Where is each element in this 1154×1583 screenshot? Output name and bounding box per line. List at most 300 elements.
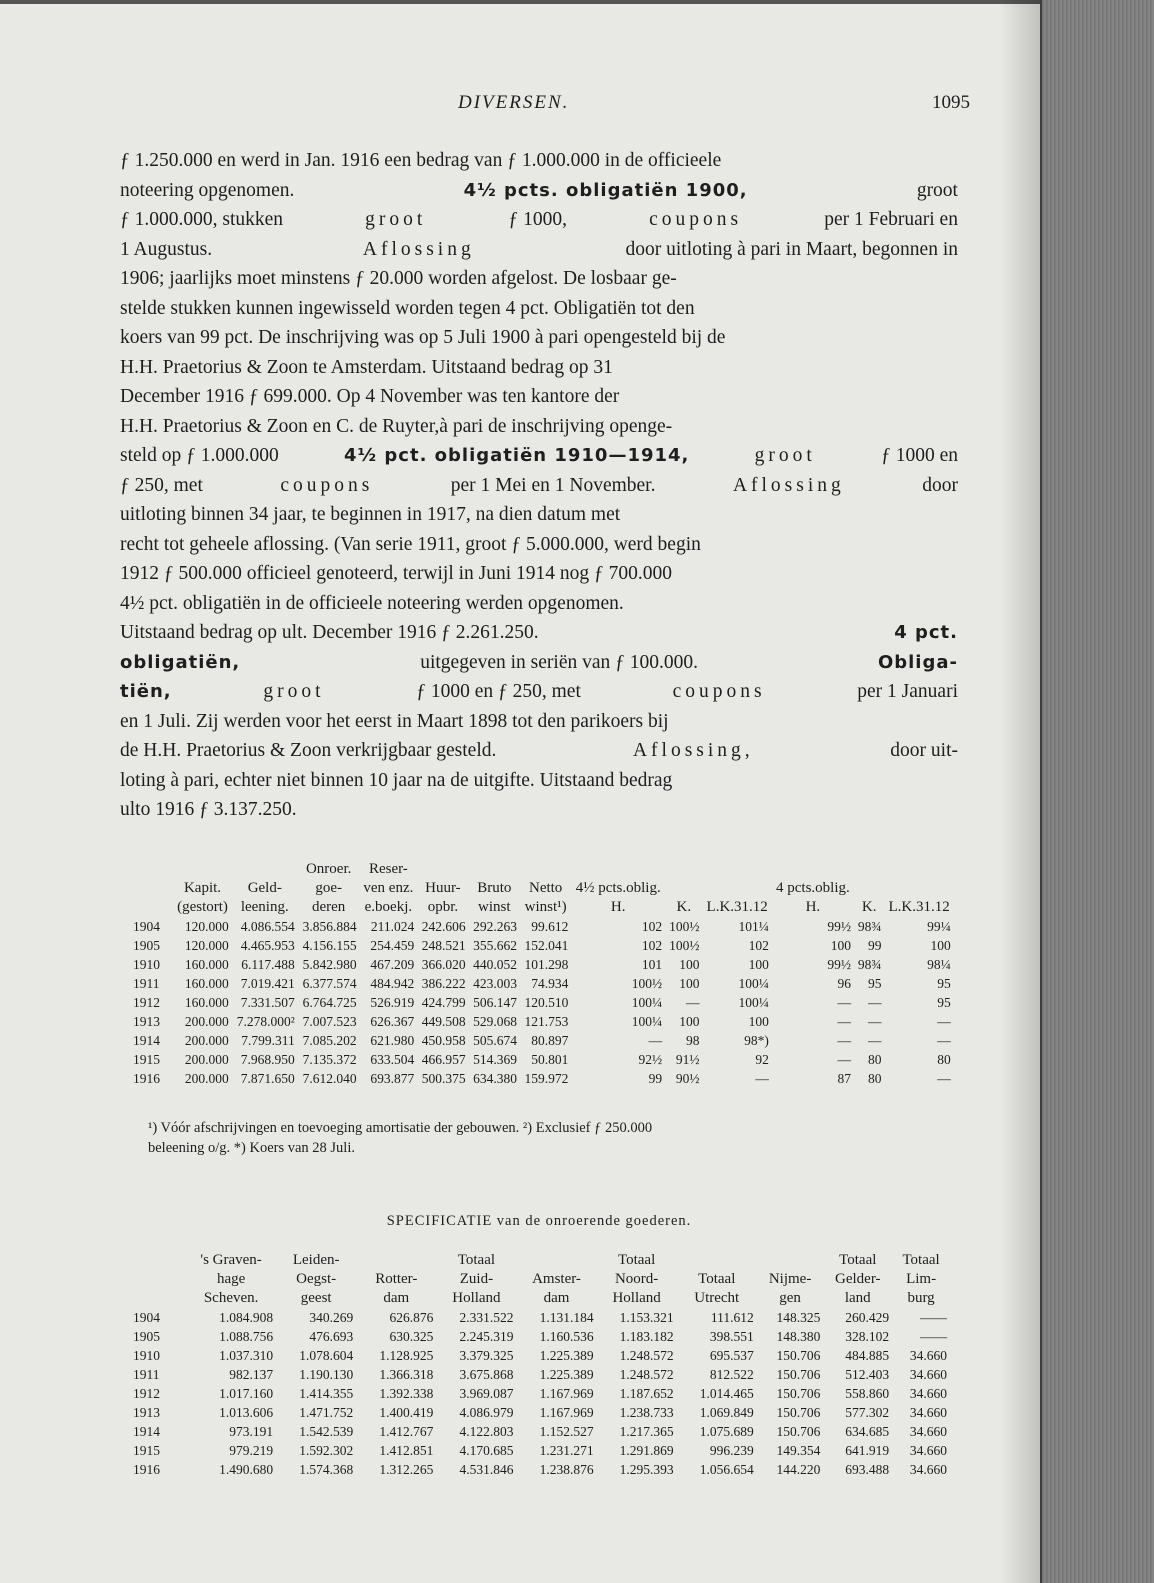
column-header [571, 860, 665, 879]
table-cell: 621.980 [370, 1033, 415, 1048]
table-cell: — [937, 1033, 951, 1048]
column-header [130, 879, 173, 898]
column-header [130, 898, 173, 917]
text-segment: per 1 Januari [857, 681, 958, 702]
table-cell: 100 [748, 1014, 769, 1029]
table-cell: 120.510 [524, 995, 569, 1010]
table-cell: 99.612 [531, 919, 569, 934]
table-cell: 102 [748, 938, 769, 953]
column-header: Bruto [477, 880, 512, 896]
table-row [130, 1327, 950, 1346]
table-cell: 386.222 [421, 976, 466, 991]
table-cell: 693.877 [370, 1071, 415, 1086]
table-cell: 505.674 [473, 1033, 517, 1048]
table-cell: 626.367 [370, 1014, 415, 1029]
table-cell: 200.000 [184, 1033, 229, 1048]
column-header: land [844, 1290, 871, 1306]
column-header: deren [312, 899, 346, 915]
text-segment: ƒ 250, met [120, 474, 203, 496]
table-cell: 3.379.325 [459, 1348, 514, 1363]
column-header: Amster- [532, 1271, 581, 1287]
table-cell: 96 [837, 976, 851, 991]
table-cell: 424.799 [421, 995, 466, 1010]
column-header [954, 898, 960, 917]
table-cell: 506.147 [473, 995, 517, 1010]
table-cell: 1.128.925 [379, 1348, 434, 1363]
column-header: Gelder- [835, 1271, 881, 1287]
table-cell: 100 [679, 976, 700, 991]
table-cell: 34.660 [909, 1462, 947, 1477]
table-cell: 982.137 [229, 1367, 274, 1382]
table-cell: 100 [748, 957, 769, 972]
column-header [130, 1251, 186, 1270]
table-cell: 1.160.536 [539, 1329, 594, 1344]
column-header: 4½ pcts.oblig. [575, 880, 661, 896]
row-year: 1905 [133, 1329, 160, 1344]
table-row [130, 1441, 950, 1460]
table-cell: 144.220 [776, 1462, 821, 1477]
spaced-term: Aflossing [362, 238, 475, 260]
column-header: Holland [452, 1290, 501, 1306]
table-cell: 150.706 [776, 1386, 821, 1401]
table-cell: 101 [641, 957, 663, 972]
column-header: winst¹) [524, 899, 567, 915]
bold-term: 4 pct. [894, 622, 958, 643]
bold-term: tiën, [120, 681, 172, 702]
table-cell: 150.706 [776, 1367, 821, 1382]
row-year: 1904 [133, 919, 160, 934]
text-segment: door [922, 474, 958, 496]
table-cell: 973.191 [229, 1424, 274, 1439]
text-segment: ƒ 1000 en ƒ 250, met [416, 681, 581, 702]
text-segment: uitgegeven in seriën van ƒ 100.000. [420, 651, 699, 673]
footnote-line: ¹) Vóór afschrijvingen en toevoeging amortisatie der gebouwen. ²) Exclusief ƒ 250.000 [148, 1120, 653, 1136]
column-header [130, 1270, 186, 1289]
text-segment: H.H. Praetorius & Zoon te Amsterdam. Uitstaand bedrag op 31 [120, 356, 613, 378]
table-cell: 34.660 [909, 1386, 947, 1401]
table-row [130, 917, 960, 936]
table-cell: 3.675.868 [459, 1367, 514, 1382]
table-cell: 150.706 [776, 1348, 821, 1363]
table-cell: 7.085.202 [302, 1033, 357, 1048]
row-year: 1910 [133, 957, 160, 972]
table-cell: 1.078.604 [299, 1348, 354, 1363]
table-cell: 4.531.846 [459, 1462, 514, 1477]
text-segment: 1 Augustus. [120, 238, 213, 260]
text-line [120, 618, 958, 648]
table-cell: 1.014.465 [699, 1386, 754, 1401]
row-year: 1904 [133, 1310, 160, 1325]
table-cell: 100½ [631, 976, 663, 991]
table-cell: 100¼ [738, 976, 769, 991]
text-line [120, 677, 958, 707]
text-line [120, 736, 958, 766]
table-cell: 484.942 [370, 976, 415, 991]
table-cell: 1.471.752 [299, 1405, 354, 1420]
text-segment: December 1916 ƒ 699.000. Op 4 November was ten kantore der [120, 386, 620, 407]
table-cell: 812.522 [709, 1367, 754, 1382]
table-cell: 526.919 [370, 995, 415, 1010]
table-cell: — [867, 1014, 882, 1029]
header-row [130, 860, 960, 879]
column-header: leening. [240, 899, 289, 915]
table-cell: 254.459 [370, 938, 415, 953]
table-row [130, 936, 960, 955]
text-segment: stelde stukken kunnen ingewisseld worden tegen 4 pct. Obligatiën tot den [120, 297, 695, 319]
column-header: Holland [612, 1290, 661, 1306]
table-cell: 80 [867, 1052, 882, 1067]
table-cell: 1.248.572 [619, 1367, 674, 1382]
table-cell: 152.041 [524, 938, 569, 953]
column-header: geest [300, 1290, 332, 1306]
column-header: gen [779, 1290, 801, 1306]
table-cell: 99¼ [927, 919, 951, 934]
text-line [120, 412, 958, 442]
table-cell: 95 [937, 976, 951, 991]
table-row [130, 1403, 950, 1422]
table-cell: 5.842.980 [302, 957, 357, 972]
table-cell: 1.225.389 [539, 1367, 594, 1382]
column-header [954, 860, 960, 879]
spaced-term: coupons [672, 681, 766, 702]
table-cell: 34.660 [909, 1367, 947, 1382]
table-cell: — [937, 1071, 951, 1086]
text-segment: 1906; jaarlijks moet minstens ƒ 20.000 worden afgelost. De losbaar ge- [120, 268, 677, 289]
footnote-line: beleening o/g. *) Koers van 28 Juli. [148, 1140, 355, 1156]
table-cell: 484.885 [845, 1348, 890, 1363]
table-cell: 260.429 [845, 1310, 890, 1325]
column-header [854, 879, 885, 898]
table-cell: — [837, 1052, 851, 1067]
table-cell: — [837, 1033, 851, 1048]
column-header: ven enz. [363, 880, 414, 896]
column-header: Totaal [902, 1252, 940, 1268]
table-cell: 693.488 [845, 1462, 890, 1477]
spaced-term: coupons [649, 209, 743, 230]
table-cell: 4.122.803 [459, 1424, 514, 1439]
table-cell: 34.660 [909, 1405, 947, 1420]
table-cell: 74.934 [531, 976, 569, 991]
table-cell: —— [920, 1329, 947, 1344]
header-row [130, 879, 960, 898]
table-cell: 1.088.756 [219, 1329, 274, 1344]
table-cell: 98*) [744, 1033, 769, 1048]
column-header: Noord- [614, 1271, 659, 1287]
table-cell: 1.412.767 [379, 1424, 434, 1439]
table-cell: 996.239 [709, 1443, 754, 1458]
column-header: Nijme- [768, 1271, 812, 1287]
page-top-shadow [0, 0, 1042, 4]
table-cell: 100 [830, 938, 851, 953]
table-cell: —— [920, 1310, 947, 1325]
text-segment: per 1 Mei en 1 November. [450, 474, 656, 496]
table-cell: 577.302 [845, 1405, 890, 1420]
table-cell: 1.238.733 [619, 1405, 674, 1420]
table-cell: 1.069.849 [699, 1405, 754, 1420]
text-segment: loting à pari, echter niet binnen 10 jaar na de uitgifte. Uitstaand bedrag [120, 769, 673, 791]
text-segment: 4½ pct. obligatiën in de officieele noteering werden opgenomen. [120, 592, 624, 614]
table-cell: 100½ [669, 919, 700, 934]
table-cell: 1.013.606 [219, 1405, 274, 1420]
text-line [120, 353, 958, 383]
table-cell: 292.263 [473, 919, 517, 934]
spaced-term: coupons [280, 474, 374, 496]
text-segment: per 1 Februari en [824, 209, 958, 230]
column-header [130, 860, 173, 879]
table-cell: 120.000 [184, 919, 229, 934]
property-specification-table [130, 1251, 950, 1479]
running-head: DIVERSEN. [458, 92, 570, 113]
table-cell: 1.153.321 [619, 1310, 674, 1325]
text-line [120, 294, 958, 324]
column-header [356, 1251, 436, 1270]
table-cell: 7.278.000² [236, 1014, 295, 1029]
table-cell: 7.871.650 [240, 1071, 295, 1086]
table-cell: 2.331.522 [459, 1310, 514, 1325]
table-cell: 1.238.876 [539, 1462, 594, 1477]
row-year: 1916 [133, 1462, 160, 1477]
table-cell: 200.000 [184, 1014, 229, 1029]
column-header: Geld- [247, 880, 282, 896]
table-row [130, 1050, 960, 1069]
table-cell: 34.660 [909, 1348, 947, 1363]
column-header: Zuid- [459, 1271, 494, 1287]
table-cell: 95 [937, 995, 951, 1010]
table-cell: 1.592.302 [299, 1443, 354, 1458]
column-header [417, 860, 468, 879]
table-cell: 99 [648, 1071, 663, 1086]
table-cell: 100¼ [631, 1014, 663, 1029]
table-cell: 1.392.338 [379, 1386, 434, 1401]
text-line [120, 176, 958, 206]
table-cell: 423.003 [473, 976, 517, 991]
table-cell: 150.706 [776, 1405, 821, 1420]
column-header: 's Graven- [200, 1252, 262, 1268]
table-cell: 98¼ [927, 957, 951, 972]
table-cell: 529.068 [473, 1014, 517, 1029]
table-cell: 1.400.419 [379, 1405, 434, 1420]
table-cell: 242.606 [421, 919, 466, 934]
table-row [130, 1346, 950, 1365]
text-line [120, 795, 958, 825]
column-header [130, 1289, 186, 1308]
row-year: 1916 [133, 1071, 160, 1086]
text-segment: noteering opgenomen. [120, 179, 295, 201]
table-cell: 99½ [827, 919, 851, 934]
table-cell: 7.331.507 [240, 995, 295, 1010]
spaced-term: Aflossing [732, 474, 845, 496]
table-cell: — [867, 995, 882, 1010]
bold-term: 4½ pct. obligatiën 1910—1914, [343, 445, 690, 466]
table-cell: — [686, 995, 700, 1010]
table-cell: 92½ [638, 1052, 663, 1067]
column-header [516, 1251, 596, 1270]
table-cell: 641.919 [845, 1443, 890, 1458]
text-line [120, 559, 958, 589]
table-cell: 4.086.554 [240, 919, 295, 934]
column-header: Totaal [457, 1252, 496, 1268]
page-number: 1095 [932, 92, 970, 113]
table-cell: 626.876 [389, 1310, 434, 1325]
table-cell: 148.380 [776, 1329, 821, 1344]
table-row [130, 1069, 960, 1088]
body-paragraph [120, 146, 958, 825]
table-cell: 1.190.130 [299, 1367, 354, 1382]
column-header: hage [216, 1271, 246, 1287]
table-cell: 80.897 [531, 1033, 569, 1048]
bold-term: 4½ pcts. obligatiën 1900, [463, 179, 748, 201]
table-cell: — [755, 1071, 769, 1086]
table-cell: 99½ [827, 957, 851, 972]
table-cell: 440.052 [473, 957, 517, 972]
column-header [520, 860, 571, 879]
table-cell: 4.086.979 [459, 1405, 514, 1420]
text-segment: ƒ 1000, [508, 209, 567, 230]
column-header: dam [543, 1290, 570, 1306]
table-cell: 1.037.310 [219, 1348, 274, 1363]
table-cell: 1.167.969 [539, 1386, 594, 1401]
table-cell: 91½ [675, 1052, 700, 1067]
specification-title: SPECIFICATIE van de onroerende goederen. [386, 1213, 692, 1229]
column-header: Totaal [839, 1252, 877, 1268]
row-year: 1905 [133, 938, 160, 953]
column-header: H. [610, 899, 626, 915]
column-header: dam [383, 1290, 410, 1306]
table-cell: 148.325 [776, 1310, 821, 1325]
table-cell: 98 [686, 1033, 700, 1048]
table-cell: — [937, 1014, 951, 1029]
column-header: 4 pcts.oblig. [776, 880, 850, 896]
text-segment: 1912 ƒ 500.000 officieel genoteerd, terwijl in Juni 1914 nog ƒ 700.000 [120, 563, 673, 584]
table-cell: 1.075.689 [699, 1424, 754, 1439]
table-cell: 200.000 [184, 1071, 229, 1086]
table-cell: 111.612 [710, 1310, 754, 1325]
column-header: Netto [528, 880, 563, 896]
table-cell: 4.465.953 [240, 938, 295, 953]
text-segment: door uitloting à pari in Maart, begonnen in [625, 238, 958, 260]
row-year: 1913 [133, 1014, 160, 1029]
text-line [120, 648, 958, 678]
row-year: 1913 [133, 1405, 160, 1420]
table-cell: 248.521 [421, 938, 466, 953]
row-year: 1915 [133, 1443, 160, 1458]
table-cell: 100½ [669, 938, 700, 953]
table-cell: 979.219 [229, 1443, 274, 1458]
text-segment: ƒ 1.000.000, stukken [120, 209, 284, 230]
table-cell: 1.187.652 [619, 1386, 674, 1401]
table-cell: 6.764.725 [302, 995, 357, 1010]
spaced-term: groot [365, 209, 427, 230]
table-cell: 34.660 [909, 1424, 947, 1439]
table-row [130, 993, 960, 1012]
text-segment: ulto 1916 ƒ 3.137.250. [120, 799, 297, 820]
table-cell: 1.217.365 [619, 1424, 674, 1439]
table-cell: 50.801 [531, 1052, 569, 1067]
header-row [130, 898, 960, 917]
table-cell: 7.135.372 [302, 1052, 357, 1067]
text-segment: de H.H. Praetorius & Zoon verkrijgbaar gesteld. [120, 740, 497, 761]
text-segment: en 1 Juli. Zij werden voor het eerst in Maart 1898 tot den parikoers bij [120, 710, 669, 732]
table-cell: 558.860 [845, 1386, 890, 1401]
table-row [130, 1012, 960, 1031]
column-header: Rotter- [375, 1271, 418, 1287]
column-header: Lim- [906, 1271, 937, 1287]
column-header: H. [805, 899, 821, 915]
table-cell: 1.131.184 [539, 1310, 594, 1325]
text-line [120, 205, 958, 235]
table-row [130, 1460, 950, 1479]
table-cell: 200.000 [184, 1052, 229, 1067]
row-year: 1910 [133, 1348, 160, 1363]
column-header [854, 860, 885, 879]
row-year: 1911 [133, 976, 160, 991]
text-segment: groot [916, 179, 958, 201]
column-header: Scheven. [203, 1290, 259, 1306]
table-cell: 1.414.355 [299, 1386, 354, 1401]
text-line [120, 441, 958, 471]
column-header [772, 860, 854, 879]
table-cell: 514.369 [473, 1052, 517, 1067]
table-cell: 366.020 [421, 957, 466, 972]
table-cell: 98¾ [857, 957, 882, 972]
text-segment: H.H. Praetorius & Zoon en C. de Ruyter,à pari de inschrijving openge- [120, 415, 673, 437]
column-header [665, 860, 702, 879]
table-cell: 7.799.311 [241, 1033, 295, 1048]
financial-table [130, 860, 960, 1088]
table-cell: 1.017.160 [219, 1386, 274, 1401]
table-cell: 1.225.389 [539, 1348, 594, 1363]
table-cell: 101¼ [738, 919, 769, 934]
table-cell: 160.000 [184, 995, 229, 1010]
column-header: K. [861, 899, 877, 915]
table-cell: 1.231.271 [539, 1443, 594, 1458]
text-segment: koers van 99 pct. De inschrijving was op 5 Juli 1900 à pari opengesteld bij de [120, 327, 726, 348]
table-row [130, 974, 960, 993]
table-cell: 121.753 [524, 1014, 569, 1029]
column-header: Onroer. [305, 861, 352, 877]
table-cell: 398.551 [709, 1329, 754, 1344]
column-header: Utrecht [694, 1290, 740, 1306]
table-cell: 1.574.368 [299, 1462, 354, 1477]
text-line [120, 530, 958, 560]
column-header [954, 879, 960, 898]
column-header [703, 860, 772, 879]
column-header [884, 879, 953, 898]
column-header: Totaal [698, 1271, 736, 1287]
table-cell: 450.958 [421, 1033, 466, 1048]
table-cell: 1.152.527 [539, 1424, 594, 1439]
table-cell: 6.117.488 [241, 957, 295, 972]
spaced-term: Aflossing, [632, 740, 754, 761]
column-header: K. [676, 899, 692, 915]
table-cell: 87 [837, 1071, 851, 1086]
table-cell: 1.542.539 [299, 1424, 354, 1439]
table-row [130, 1422, 950, 1441]
table-cell: 4.170.685 [459, 1443, 514, 1458]
table-cell: 634.685 [845, 1424, 890, 1439]
table-cell: 466.957 [421, 1052, 466, 1067]
text-line [120, 264, 958, 294]
table-cell: — [648, 1033, 663, 1048]
row-year: 1914 [133, 1424, 160, 1439]
table-cell: 4.156.155 [302, 938, 357, 953]
column-header: Reser- [368, 861, 408, 877]
header-row [130, 1270, 950, 1289]
table-cell: 120.000 [184, 938, 229, 953]
table-cell: 1.490.680 [219, 1462, 274, 1477]
table-cell: 149.354 [776, 1443, 821, 1458]
table-cell: 328.102 [845, 1329, 890, 1344]
